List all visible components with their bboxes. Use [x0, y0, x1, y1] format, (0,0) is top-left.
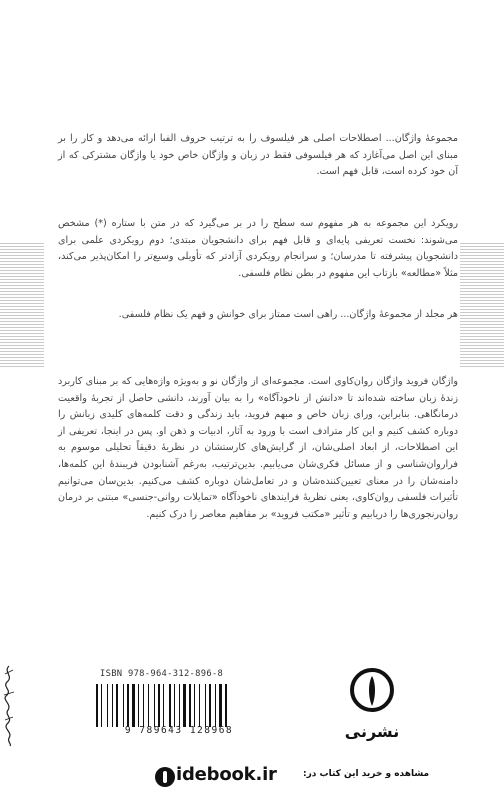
barcode-bar — [199, 684, 200, 727]
stripe-line — [460, 294, 504, 295]
stripe-line — [0, 273, 44, 274]
barcode-number: 9 789643 128968 — [124, 725, 234, 736]
stripe-line — [460, 312, 504, 313]
stripe-line — [460, 261, 504, 262]
isbn-label: ISBN 978-964-312-896-8 — [100, 669, 224, 679]
stripe-line — [0, 279, 44, 280]
stripe-line — [0, 318, 44, 319]
stripe-line — [460, 330, 504, 331]
stripe-line — [460, 255, 504, 256]
barcode-bar — [217, 684, 218, 727]
barcode-bar — [156, 684, 157, 727]
stripe-line — [0, 336, 44, 337]
stripe-line — [0, 270, 44, 271]
barcode-bar — [140, 684, 142, 727]
stripe-line — [0, 321, 44, 322]
stripe-line — [0, 246, 44, 247]
stripe-line — [0, 258, 44, 259]
blurb-paragraph-2: رویکرد این مجموعه به هر مفهوم سه سطح را در بر می‌گیرد که در متن با ستاره (*) مشخص می‌شوند: نخست تعریفی پایه‌ای و قابل فهم برای دانشجویان مبتدی؛ دوم رویکردی علمی برای دانشجویان پیشرفته تا مدرسان؛ و سرانجام رویکردی آزادتر که تأویلی وسیع‌تر را امکان‌پذیر می‌کند، مثلاً «مطالعه» بازتاب این مفهوم در بطن نظام فلسفی. — [58, 218, 458, 279]
stripe-line — [0, 291, 44, 292]
stripe-line — [0, 354, 44, 355]
stripe-line — [0, 261, 44, 262]
barcode-bar — [194, 684, 195, 727]
barcode-bar — [143, 684, 144, 727]
barcode-bar — [148, 684, 149, 727]
barcode-bar — [179, 684, 180, 727]
barcode-bar — [187, 684, 188, 727]
stripe-line — [0, 306, 44, 307]
barcode-bar — [209, 684, 211, 727]
barcode-bar — [99, 684, 100, 727]
stripe-line — [0, 351, 44, 352]
barcode-bar — [172, 684, 173, 727]
stripe-line — [460, 306, 504, 307]
stripe-line — [460, 324, 504, 325]
barcode-bar — [123, 684, 124, 727]
barcode-bar — [112, 684, 113, 727]
stripe-line — [460, 357, 504, 358]
barcode-bar — [189, 684, 191, 727]
stripe-line — [0, 309, 44, 310]
stripe-line — [0, 333, 44, 334]
stripe-line — [460, 273, 504, 274]
stripe-line — [0, 285, 44, 286]
barcode-bar — [219, 684, 222, 727]
stripe-line — [460, 243, 504, 244]
stripe-line — [0, 252, 44, 253]
stripe-line — [460, 315, 504, 316]
stripe-line — [460, 279, 504, 280]
barcode-bar — [154, 684, 155, 727]
barcode-bar — [132, 684, 135, 727]
stripe-line — [460, 366, 504, 367]
barcode-bar — [150, 684, 153, 727]
stripe-line — [0, 327, 44, 328]
barcode-bar — [228, 684, 229, 727]
barcode-bar — [163, 684, 164, 727]
barcode-bar — [225, 684, 227, 727]
barcode-bar — [101, 684, 102, 727]
barcode-bar — [158, 684, 160, 727]
stripe-line — [460, 303, 504, 304]
barcode-bar — [169, 684, 171, 727]
blurb-paragraph-4: واژگان فروید واژگان روان‌کاوی است. مجموعه‌ای از واژگان نو و به‌ویژه واژه‌هایی که بر مبنای کاربرد زندهٔ زبان ساخته شده‌اند تا «دانش از ناخودآگاه» را به بیان آورند، دانشی حاصل از تجربهٔ واقعیت درمانگاهی. بنابراین، ورای زبان خاص و مبهم فروید، باید زندگی و دقت کلمه‌های کلیدی زبانش را دوباره کشف کنیم و این کار مترادف است با ورود به آثار، ادبیات و ذهن او. پس در اینجا، تعریفی از این اصطلاحات، از ابعاد اصلی‌شان، از گرایش‌های کارستشان در نظریهٔ دقیقاً تحلیلی موسوم به فراروان‌شناسی و از مسائل فکری‌شان می‌یابیم. بدین‌ترتیب، به‌رغم آشنابودن فریبندهٔ این کلمه‌ها، دامنه‌شان را در معنای تعیین‌کننده‌شان و در تعامل‌شان دوباره کشف می‌کنیم. بدین‌سان می‌توانیم تأثیرات فلسفی روان‌کاوی، یعنی نظریهٔ فرایندهای ناخودآگاه «تمایلات روانی-جنسی» مبتنی بر درمان روان‌رنجوری‌ها را دریابیم و تأثیر «مکتب فروید» بر مفاهیم معاصر را درک کنیم. — [58, 376, 458, 520]
stripe-line — [460, 318, 504, 319]
stripe-line — [460, 264, 504, 265]
stripe-line — [0, 288, 44, 289]
barcode-bar — [201, 684, 204, 727]
barcode-bar — [161, 684, 162, 727]
barcode-bar — [127, 684, 129, 727]
stripe-line — [460, 300, 504, 301]
stripe-line — [460, 258, 504, 259]
stripe-line — [460, 360, 504, 361]
stripe-line — [460, 288, 504, 289]
stripe-line — [460, 342, 504, 343]
barcode-bar — [125, 684, 126, 727]
stripe-line — [460, 336, 504, 337]
stripe-line — [0, 303, 44, 304]
handwritten-signature-icon — [0, 662, 18, 748]
barcode-bar — [174, 684, 175, 727]
barcode — [96, 684, 260, 727]
publisher-name: نشرنی — [344, 722, 400, 741]
stripe-line — [460, 297, 504, 298]
barcode-bar — [207, 684, 208, 727]
barcode-bar — [223, 684, 224, 727]
barcode-bar — [96, 684, 98, 727]
barcode-bar — [205, 684, 206, 727]
barcode-bar — [107, 684, 108, 727]
stripe-line — [460, 363, 504, 364]
stripe-line — [0, 255, 44, 256]
stripe-line — [460, 327, 504, 328]
stripe-line — [0, 294, 44, 295]
barcode-bar — [145, 684, 147, 727]
stripe-line — [0, 339, 44, 340]
barcode-bar — [103, 684, 106, 727]
footer-text: مشاهده و خرید این کتاب در: — [303, 769, 430, 779]
barcode-bar — [181, 684, 182, 727]
stripe-line — [0, 348, 44, 349]
stripe-line — [0, 357, 44, 358]
stripe-line — [460, 348, 504, 349]
stripe-line — [0, 366, 44, 367]
stripe-line — [460, 270, 504, 271]
stripe-line — [460, 321, 504, 322]
stripe-line — [460, 246, 504, 247]
barcode-bar — [165, 684, 168, 727]
stripe-line — [460, 285, 504, 286]
barcode-bar — [192, 684, 193, 727]
stripe-line — [0, 363, 44, 364]
stripe-line — [460, 291, 504, 292]
barcode-bar — [116, 684, 118, 727]
stripe-line — [460, 354, 504, 355]
stripe-line — [460, 282, 504, 283]
stripe-line — [0, 324, 44, 325]
barcode-bar — [212, 684, 214, 727]
stripe-line — [460, 252, 504, 253]
stripe-line — [0, 249, 44, 250]
stripe-line — [460, 276, 504, 277]
barcode-bar — [183, 684, 186, 727]
barcode-bar — [130, 684, 131, 727]
stripe-line — [0, 330, 44, 331]
barcode-bar — [196, 684, 198, 727]
barcode-bar — [136, 684, 137, 727]
barcode-bar — [109, 684, 111, 727]
stripe-line — [0, 345, 44, 346]
barcode-bar — [114, 684, 115, 727]
stripe-line — [460, 249, 504, 250]
barcode-bar — [119, 684, 122, 727]
stripe-line — [460, 339, 504, 340]
stripe-line — [460, 351, 504, 352]
blurb-paragraph-1: مجموعهٔ واژگان... اصطلاحات اصلی هر فیلسوف را به ترتیب حروف الفبا ارائه می‌دهد و کار را بر مبنای این اصل می‌آغازد که هر فیلسوفی فقط در زبان و واژگان خاص خود یا واژگان مشترکی که از آن خود کرده است، قابل فهم است. — [58, 133, 458, 178]
ney-flute-icon — [349, 665, 395, 721]
stripe-line — [460, 309, 504, 310]
stripe-line — [0, 243, 44, 244]
footer-banner — [100, 761, 504, 791]
barcode-bar — [176, 684, 178, 727]
stripe-line — [0, 300, 44, 301]
stripe-line — [460, 267, 504, 268]
stripe-line — [0, 315, 44, 316]
idebook-logo-icon — [155, 767, 175, 787]
stripe-line — [0, 264, 44, 265]
stripe-line — [0, 276, 44, 277]
stripe-line — [460, 345, 504, 346]
stripe-line — [0, 267, 44, 268]
barcode-bar — [138, 684, 139, 727]
blurb-paragraph-3: هر مجلد از مجموعهٔ واژگان... راهی است ممتاز برای خوانش و فهم یک نظام فلسفی. — [118, 309, 458, 320]
stripe-line — [0, 312, 44, 313]
stripe-line — [0, 282, 44, 283]
stripe-line — [0, 297, 44, 298]
stripe-line — [0, 360, 44, 361]
stripe-line — [0, 342, 44, 343]
stripe-line — [460, 333, 504, 334]
barcode-bar — [215, 684, 216, 727]
footer-site-link[interactable]: idebook.ir — [176, 764, 277, 785]
